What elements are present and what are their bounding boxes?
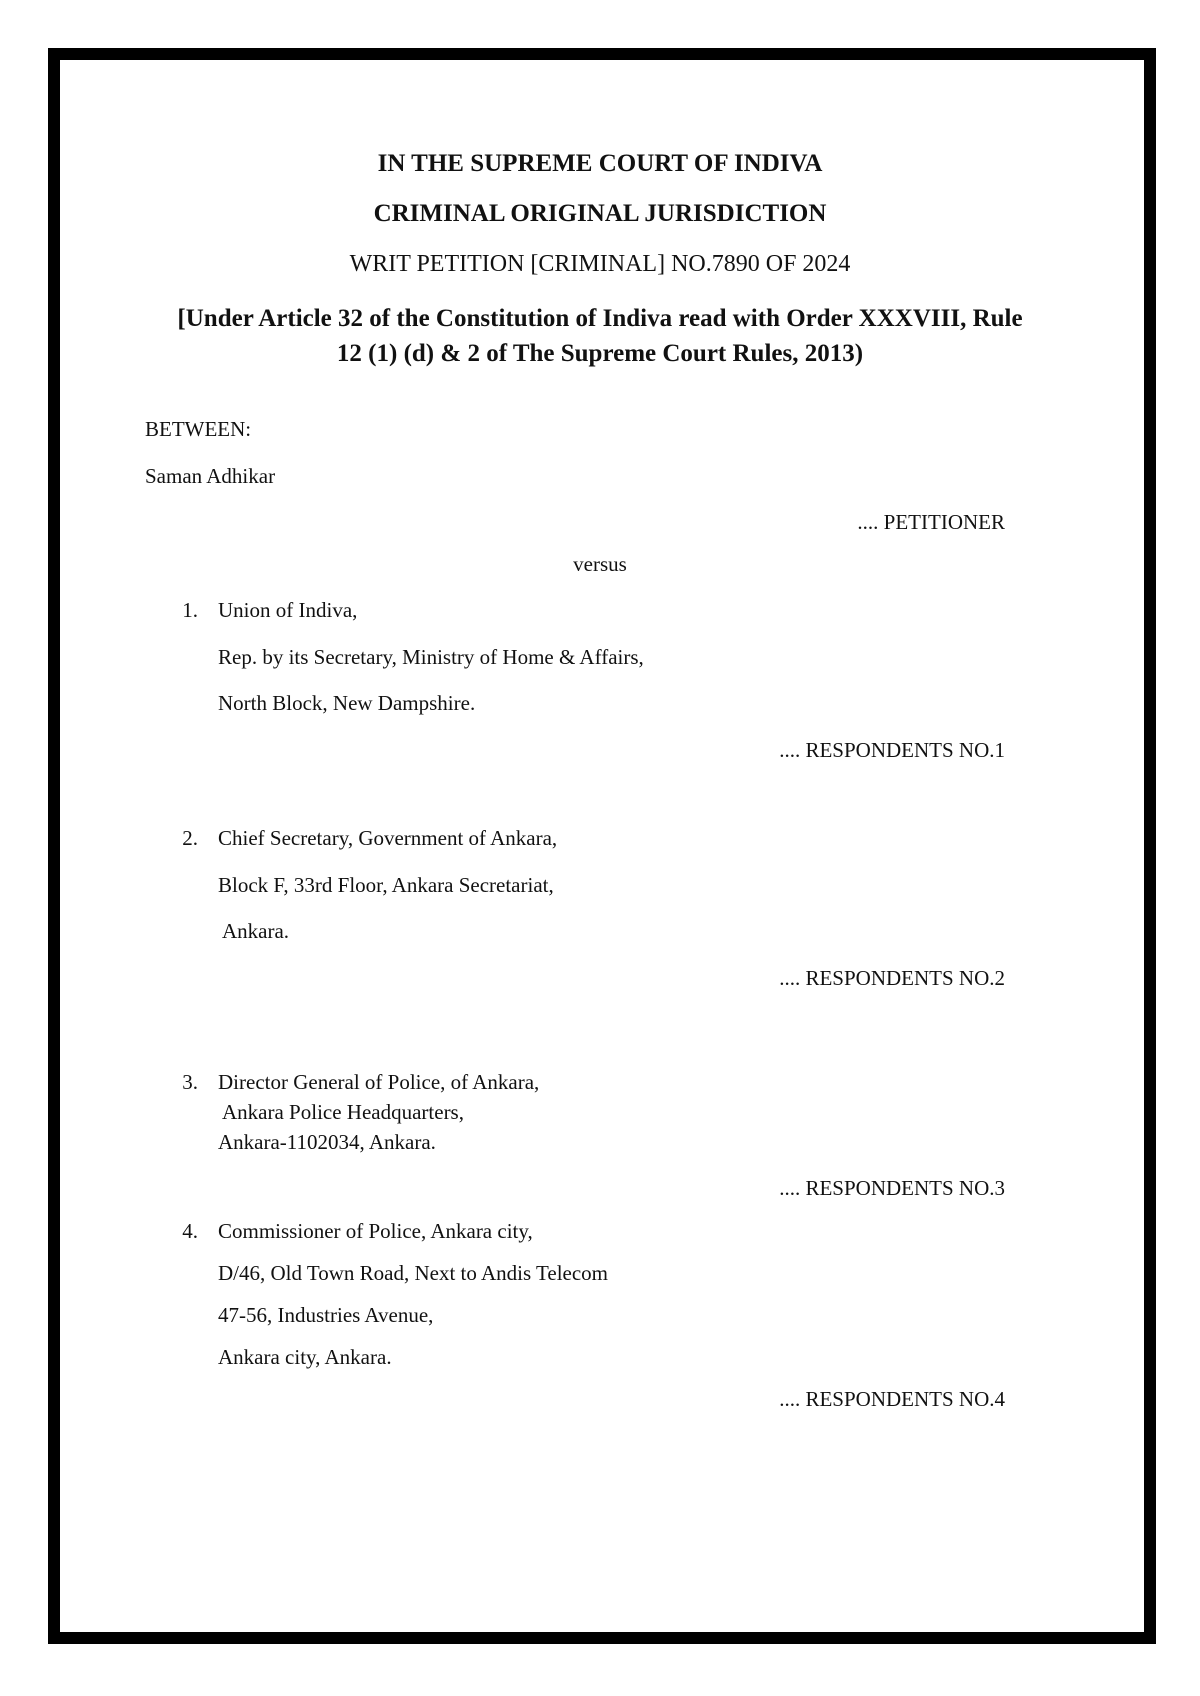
respondent-1-line-2: Rep. by its Secretary, Ministry of Home & Affairs, bbox=[218, 645, 644, 669]
article-line-1: [Under Article 32 of the Constitution of Indiva read with Order XXXVIII, Rule bbox=[177, 305, 1023, 332]
respondent-4-label: .... RESPONDENTS NO.4 bbox=[779, 1387, 1005, 1411]
petitioner-label: .... PETITIONER bbox=[857, 510, 1005, 534]
respondent-4-line-4: Ankara city, Ankara. bbox=[218, 1345, 392, 1369]
versus-label: versus bbox=[573, 552, 627, 576]
court-title: IN THE SUPREME COURT OF INDIVA bbox=[377, 150, 823, 177]
respondent-1-line-3: North Block, New Dampshire. bbox=[218, 691, 476, 715]
respondent-3-number: 3. bbox=[182, 1070, 198, 1094]
respondent-2-number: 2. bbox=[182, 826, 198, 850]
respondent-1-line-1: Union of Indiva, bbox=[218, 598, 358, 622]
respondent-1-number: 1. bbox=[182, 598, 198, 622]
between-label: BETWEEN: bbox=[145, 417, 252, 441]
respondent-3-line-3: Ankara-1102034, Ankara. bbox=[218, 1130, 436, 1154]
respondent-2-line-1: Chief Secretary, Government of Ankara, bbox=[218, 826, 558, 850]
respondent-4-line-1: Commissioner of Police, Ankara city, bbox=[218, 1219, 533, 1243]
respondent-2-line-3: Ankara. bbox=[222, 919, 290, 943]
respondent-4-number: 4. bbox=[182, 1219, 198, 1243]
respondent-3-line-2: Ankara Police Headquarters, bbox=[222, 1100, 464, 1124]
respondent-3-line-1: Director General of Police, of Ankara, bbox=[218, 1070, 540, 1094]
respondent-4-line-3: 47-56, Industries Avenue, bbox=[218, 1303, 434, 1327]
respondent-2-label: .... RESPONDENTS NO.2 bbox=[779, 966, 1005, 990]
respondent-2-line-2: Block F, 33rd Floor, Ankara Secretariat, bbox=[218, 873, 554, 897]
respondent-4-line-2: D/46, Old Town Road, Next to Andis Telecom bbox=[218, 1261, 609, 1285]
respondent-1-label: .... RESPONDENTS NO.1 bbox=[779, 738, 1005, 762]
petition-number: WRIT PETITION [CRIMINAL] NO.7890 OF 2024 bbox=[349, 251, 851, 277]
respondent-3-label: .... RESPONDENTS NO.3 bbox=[779, 1176, 1005, 1200]
petitioner-name: Saman Adhikar bbox=[145, 464, 276, 488]
jurisdiction-title: CRIMINAL ORIGINAL JURISDICTION bbox=[373, 200, 827, 227]
article-line-2: 12 (1) (d) & 2 of The Supreme Court Rules, 2013) bbox=[336, 340, 864, 367]
